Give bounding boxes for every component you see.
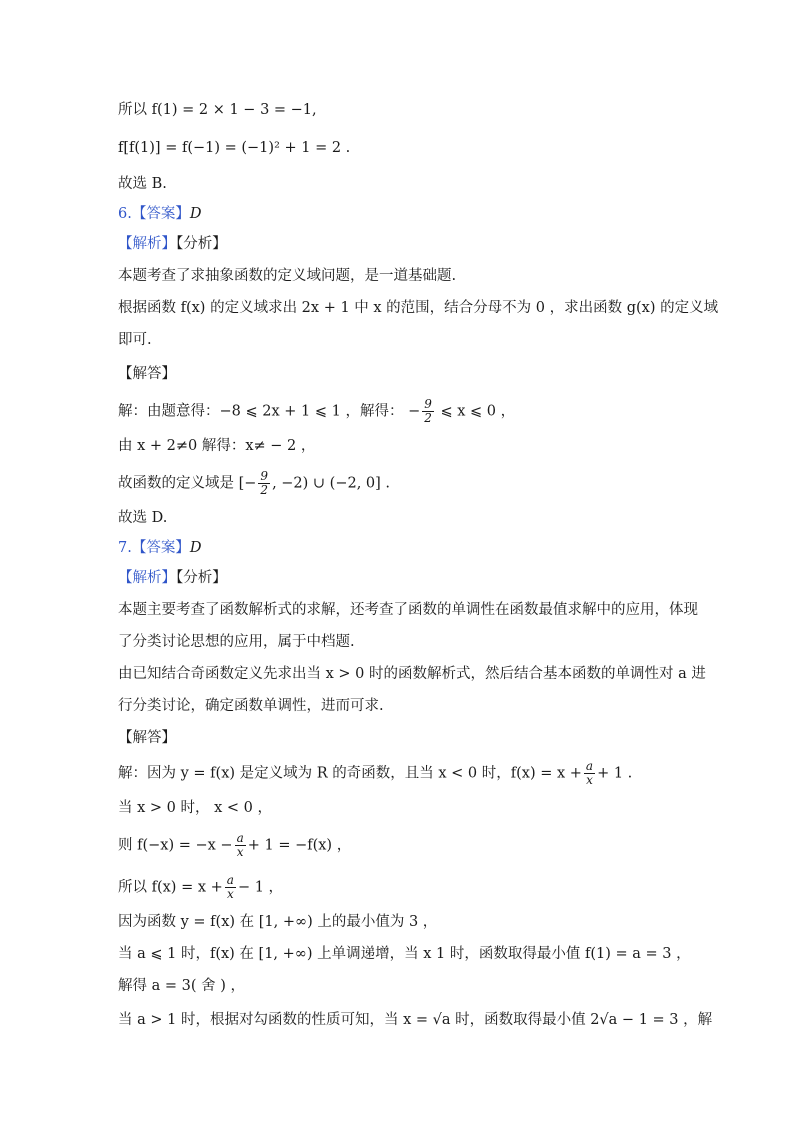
- answer-tag: 【答案】: [131, 206, 190, 222]
- answer-line: [118, 538, 201, 558]
- fraction-numerator: a: [585, 759, 594, 773]
- fraction-numerator: a: [236, 831, 244, 845]
- fraction: [584, 760, 595, 787]
- analysis-tag-line: [118, 234, 227, 254]
- explain-tag: 【解析】: [118, 570, 176, 586]
- text-line: [118, 508, 167, 528]
- text-line: [118, 600, 698, 620]
- text-span: 本题主要考查了函数解析式的求解，还考查了函数的单调性在函数最值求解中的应用，体现: [118, 602, 698, 618]
- text-span: 根据函数 f(x) 的定义域求出 2x + 1 中 x 的范围，结合分母不为 0 ，求出函数 g(x) 的定义域: [118, 300, 719, 316]
- fraction-numerator: a: [226, 873, 234, 887]
- text-span: + 1 = −f(x) ，: [247, 837, 352, 854]
- text-line: [118, 436, 315, 456]
- answer-line: [118, 204, 201, 224]
- text-line: [118, 174, 167, 194]
- text-span: 故选 D.: [118, 510, 168, 526]
- solution-tag-line: [118, 364, 176, 384]
- fraction-numerator: 9: [424, 397, 432, 411]
- text-span: 当 a > 1 时，根据对勾函数的性质可知，当 x = √a 时，函数取得最小值 2√a − 1 = 3 ，解: [118, 1012, 713, 1028]
- text-span: , −2) ∪ (−2, 0] .: [272, 475, 391, 492]
- solution-tag-line: [118, 728, 176, 748]
- text-line: [118, 100, 317, 120]
- fraction: [258, 470, 270, 497]
- text-span: 所以 f(1) = 2 × 1 − 3 = −1,: [118, 102, 317, 118]
- text-span: ⩽ x ⩽ 0 ，: [440, 403, 516, 420]
- text-line: [118, 298, 718, 318]
- fraction-denominator: x: [236, 845, 244, 859]
- fraction-denominator: 2: [424, 411, 432, 425]
- text-line: [118, 874, 283, 901]
- analysis-tag: 【分析】: [176, 570, 227, 586]
- text-line: [118, 976, 245, 996]
- text-span: 解：由题意得：−8 ⩽ 2x + 1 ⩽ 1 ，解得：: [118, 403, 404, 420]
- text-line: [118, 912, 437, 932]
- fraction-denominator: 2: [260, 483, 269, 497]
- text-span: 故选 B.: [118, 176, 167, 192]
- text-line: [118, 632, 355, 652]
- text-line: [118, 944, 691, 964]
- text-span: + 1 .: [597, 765, 633, 782]
- text-line: [118, 798, 272, 818]
- text-line: [118, 760, 632, 787]
- fraction: [225, 874, 236, 901]
- text-span: − 1 ，: [237, 879, 284, 896]
- text-line: [118, 832, 351, 859]
- fraction: [422, 398, 434, 425]
- text-span: 因为函数 y = f(x) 在 [1, +∞) 上的最小值为 3 ，: [118, 914, 438, 930]
- text-span: 则 f(−x) = −x −: [118, 837, 233, 854]
- answer-value: D: [189, 206, 202, 222]
- text-span: 行分类讨论，确定函数单调性，进而可求.: [118, 698, 384, 714]
- solution-tag: 【解答】: [118, 730, 176, 746]
- text-span: 了分类讨论思想的应用，属于中档题.: [118, 634, 355, 650]
- explain-tag: 【解析】: [118, 236, 176, 252]
- text-line: [118, 330, 152, 350]
- fraction-denominator: x: [586, 773, 593, 787]
- text-span: 所以 f(x) = x +: [118, 879, 223, 896]
- text-span: 故函数的定义域是 [−: [118, 475, 257, 492]
- answer-tag: 【答案】: [131, 540, 190, 556]
- text-line: [118, 696, 384, 716]
- fraction-denominator: x: [226, 887, 234, 901]
- text-line: [118, 138, 350, 158]
- text-span: 即可.: [118, 332, 152, 348]
- text-span: 由 x + 2≠0 解得：x≠ − 2 ，: [118, 438, 316, 454]
- fraction: [235, 832, 246, 859]
- answer-value: D: [189, 540, 202, 556]
- fraction-numerator: 9: [260, 469, 269, 483]
- text-span: 解得 a = 3( 舍 ) ，: [118, 978, 245, 994]
- text-span: 由已知结合奇函数定义先求出当 x > 0 时的函数解析式，然后结合基本函数的单调性对 a 进: [118, 666, 706, 682]
- text-line: 解：由题意得：−8 ⩽ 2x + 1 ⩽ 1 ，解得： − $\frac{9}{2}$ ⩽ x ⩽ 0 ，: [118, 397, 516, 425]
- analysis-tag: 【分析】: [176, 236, 227, 252]
- text-line: [118, 664, 706, 684]
- text-line: [118, 470, 390, 497]
- text-span: 解：因为 y = f(x) 是定义域为 R 的奇函数，且当 x < 0 时，f(x) = x +: [118, 765, 582, 782]
- solution-tag: 【解答】: [118, 366, 176, 382]
- text-span: 当 a ⩽ 1 时，f(x) 在 [1, +∞) 上单调递增，当 x 1 时，函数取得最小值 f(1) = a = 3 ，: [118, 946, 691, 962]
- text-line: [118, 266, 456, 286]
- question-number: 6.: [118, 206, 132, 222]
- analysis-tag-line: [118, 568, 227, 588]
- text-span: f[f(1)] = f(−1) = (−1)² + 1 = 2 .: [118, 140, 351, 156]
- text-span: 本题考查了求抽象函数的定义域问题，是一道基础题.: [118, 268, 457, 284]
- text-line: [118, 1010, 712, 1030]
- question-number: 7.: [118, 540, 132, 556]
- text-span: 当 x > 0 时， x < 0 ，: [118, 800, 272, 816]
